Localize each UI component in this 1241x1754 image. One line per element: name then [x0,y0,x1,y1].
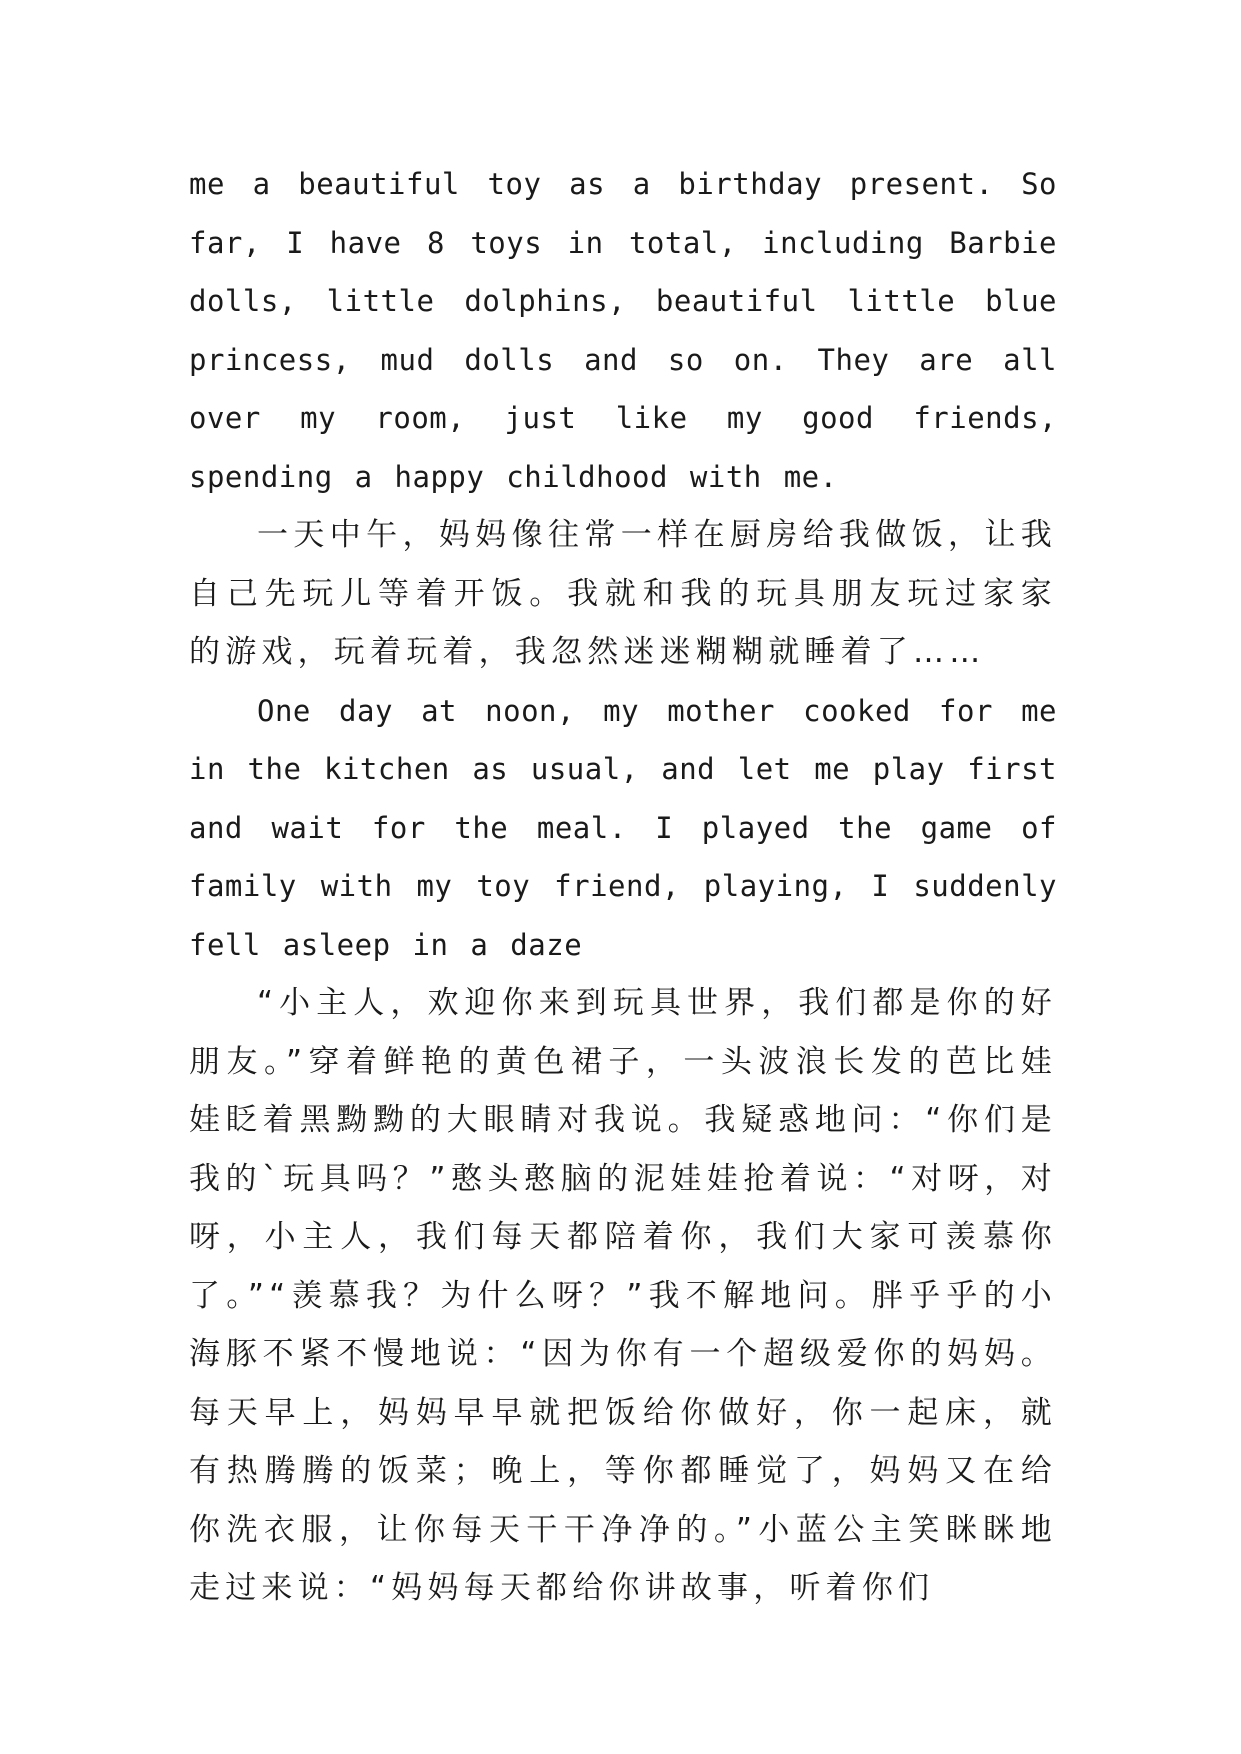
paragraph-chinese-1: 一天中午，妈妈像往常一样在厨房给我做饭，让我自己先玩儿等着开饭。我就和我的玩具朋友玩过家家的游戏，玩着玩着，我忽然迷迷糊糊就睡着了…… [189,517,1057,670]
paragraph-chinese-2: “小主人，欢迎你来到玩具世界，我们都是你的好朋友。”穿着鲜艳的黄色裙子，一头波浪长发的芭比娃娃眨着黑黝黝的大眼睛对我说。我疑惑地问：“你们是我的`玩具吗？”憨头憨脑的泥娃娃抢着说：“对呀，对呀，小主人，我们每天都陪着你，我们大家可羡慕你了。”“羡慕我？为什么呀？”我不解地问。胖乎乎的小海豚不紧不慢地说：“因为你有一个超级爱你的妈妈。每天早上，妈妈早早就把饭给你做好，你一起床，就有热腾腾的饭菜；晚上，等你都睡觉了，妈妈又在给你洗衣服，让你每天干干净净的。”小蓝公主笑眯眯地走过来说：“妈妈每天都给你讲故事，听着你们 [189,985,1057,1606]
paragraph-english-1: me a beautiful toy as a birthday present. So far, I have 8 toys in total, including Barbie dolls, little dolphins, beautiful little blue princess, mud dolls and so on. They are all over my room, just like my good friends, spending a happy childhood with me. [189,167,1057,494]
paragraph-english-2: One day at noon, my mother cooked for me in the kitchen as usual, and let me play first and wait for the meal. I played the game of family with my toy friend, playing, I suddenly fell asleep in a daze [189,693,1057,962]
document-body [189,155,1057,1618]
